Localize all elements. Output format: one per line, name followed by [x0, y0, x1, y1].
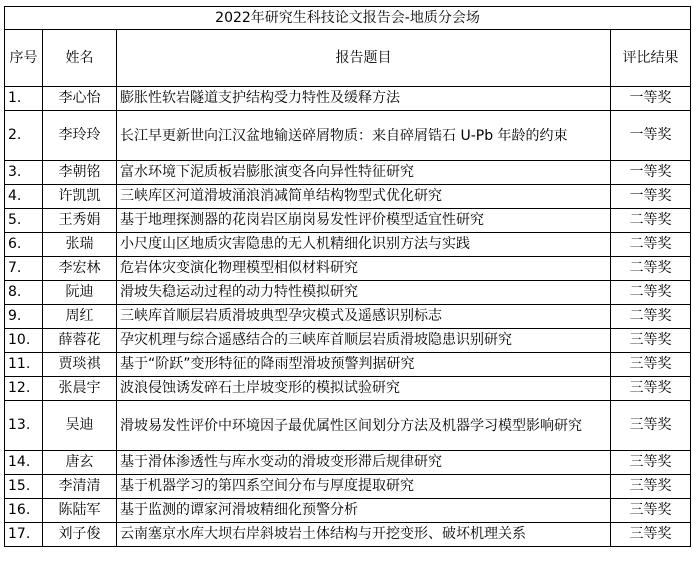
table-row: [5, 499, 691, 523]
table-row: [5, 87, 691, 111]
row-number: 9.: [5, 305, 43, 329]
report-topic: 小尺度山区地质灾害隐患的无人机精细化识别方法与实践: [117, 233, 611, 257]
row-number: 7.: [5, 257, 43, 281]
row-number: 12.: [5, 377, 43, 401]
awards-sheet: [4, 6, 690, 547]
award-grade: 三等奖: [611, 499, 691, 523]
row-number: 1.: [5, 87, 43, 111]
table-row: [5, 377, 691, 401]
report-topic: 滑坡失稳运动过程的动力特性模拟研究: [117, 281, 611, 305]
student-name: 李心怡: [43, 87, 117, 111]
row-number: 3.: [5, 161, 43, 185]
student-name: 王秀娟: [43, 209, 117, 233]
report-topic: 滑坡易发性评价中环境因子最优属性区间划分方法及机器学习模型影响研究: [117, 401, 611, 451]
award-grade: 三等奖: [611, 451, 691, 475]
row-number: 6.: [5, 233, 43, 257]
student-name: 李玲玲: [43, 111, 117, 161]
award-grade: 二等奖: [611, 305, 691, 329]
table-row: [5, 353, 691, 377]
award-grade: 二等奖: [611, 257, 691, 281]
header-topic: 报告题目: [117, 30, 611, 87]
table-row: [5, 305, 691, 329]
table-row: [5, 185, 691, 209]
row-number: 17.: [5, 523, 43, 547]
student-name: 唐玄: [43, 451, 117, 475]
table-row: [5, 475, 691, 499]
table-row: [5, 281, 691, 305]
award-grade: 二等奖: [611, 209, 691, 233]
row-number: 5.: [5, 209, 43, 233]
award-grade: 二等奖: [611, 233, 691, 257]
table-row: [5, 257, 691, 281]
award-grade: 一等奖: [611, 161, 691, 185]
student-name: 李宏林: [43, 257, 117, 281]
report-topic: 三峡库区河道滑坡涌浪消减简单结构物型式优化研究: [117, 185, 611, 209]
row-number: 16.: [5, 499, 43, 523]
row-number: 11.: [5, 353, 43, 377]
award-grade: 一等奖: [611, 111, 691, 161]
row-number: 2.: [5, 111, 43, 161]
table-title: 2022年研究生科技论文报告会-地质分会场: [5, 7, 691, 30]
report-topic: 基于“阶跃”变形特征的降雨型滑坡预警判据研究: [117, 353, 611, 377]
report-topic: 波浪侵蚀诱发碎石土岸坡变形的模拟试验研究: [117, 377, 611, 401]
award-grade: 三等奖: [611, 401, 691, 451]
award-grade: 三等奖: [611, 475, 691, 499]
report-topic: 基于滑体渗透性与库水变动的滑坡变形滞后规律研究: [117, 451, 611, 475]
report-topic: 基于监测的谭家河滑坡精细化预警分析: [117, 499, 611, 523]
table-row: [5, 329, 691, 353]
student-name: 薛蓉花: [43, 329, 117, 353]
student-name: 许凯凯: [43, 185, 117, 209]
student-name: 陈陆军: [43, 499, 117, 523]
table-row: [5, 233, 691, 257]
award-grade: 三等奖: [611, 329, 691, 353]
row-number: 14.: [5, 451, 43, 475]
header-no: 序号: [5, 30, 43, 87]
student-name: 吴迪: [43, 401, 117, 451]
table-row: [5, 523, 691, 547]
award-grade: 一等奖: [611, 185, 691, 209]
report-topic: 云南塞京水库大坝右岸斜坡岩土体结构与开挖变形、破坏机理关系: [117, 523, 611, 547]
award-grade: 三等奖: [611, 523, 691, 547]
award-grade: 一等奖: [611, 87, 691, 111]
row-number: 13.: [5, 401, 43, 451]
table-row: [5, 209, 691, 233]
student-name: 李朝铭: [43, 161, 117, 185]
student-name: 张晨宇: [43, 377, 117, 401]
student-name: 张瑞: [43, 233, 117, 257]
title-row: [5, 7, 691, 30]
report-topic: 基于地理探测器的花岗岩区崩岗易发性评价模型适宜性研究: [117, 209, 611, 233]
student-name: 阮迪: [43, 281, 117, 305]
header-row: [5, 30, 691, 87]
report-topic: 基于机器学习的第四系空间分布与厚度提取研究: [117, 475, 611, 499]
report-topic: 膨胀性软岩隧道支护结构受力特性及缓释方法: [117, 87, 611, 111]
row-number: 10.: [5, 329, 43, 353]
report-topic: 三峡库首顺层岩质滑坡典型孕灾模式及遥感识别标志: [117, 305, 611, 329]
awards-table: [4, 6, 691, 547]
award-grade: 三等奖: [611, 377, 691, 401]
award-grade: 二等奖: [611, 281, 691, 305]
table-row: [5, 111, 691, 161]
row-number: 4.: [5, 185, 43, 209]
report-topic: 孕灾机理与综合遥感结合的三峡库首顺层岩质滑坡隐患识别研究: [117, 329, 611, 353]
row-number: 15.: [5, 475, 43, 499]
student-name: 李清清: [43, 475, 117, 499]
table-row: [5, 161, 691, 185]
report-topic: 长江早更新世向江汉盆地输送碎屑物质：来自碎屑锆石 U-Pb 年龄的约束: [117, 111, 611, 161]
row-number: 8.: [5, 281, 43, 305]
report-topic: 危岩体灾变演化物理模型相似材料研究: [117, 257, 611, 281]
student-name: 周红: [43, 305, 117, 329]
header-name: 姓名: [43, 30, 117, 87]
table-row: [5, 451, 691, 475]
student-name: 刘子俊: [43, 523, 117, 547]
award-grade: 三等奖: [611, 353, 691, 377]
student-name: 贾琰祺: [43, 353, 117, 377]
header-grade: 评比结果: [611, 30, 691, 87]
report-topic: 富水环境下泥质板岩膨胀演变各向异性特征研究: [117, 161, 611, 185]
table-row: [5, 401, 691, 451]
